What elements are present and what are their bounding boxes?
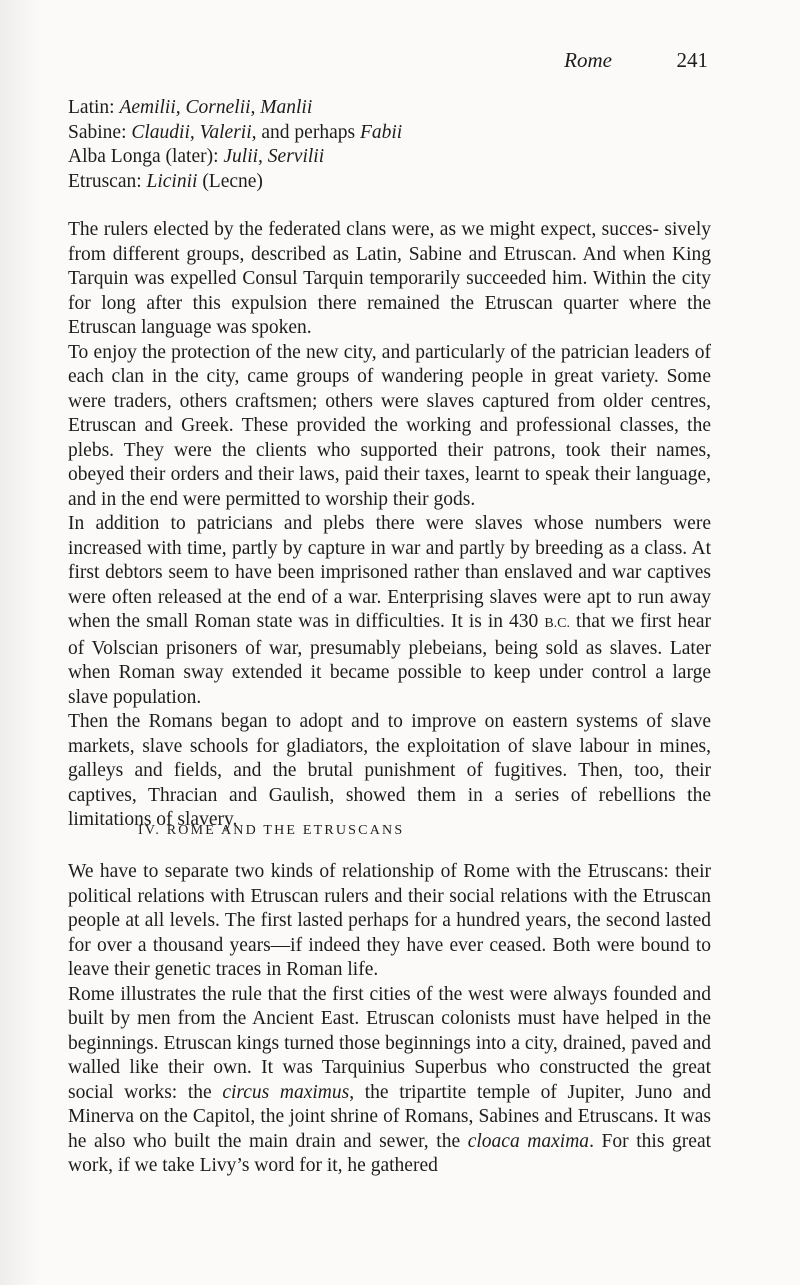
text-run: Rome illustrates the rule that the first cities of the west were always founded and built by men from the Ancient East. Etruscan colonists must have helped in the beginnings. Etruscan kings turned those beginnings into a city, drained, paved and walled like their own. It was Tarquinius Superbus who constructed the great social works: the — [68, 983, 711, 1103]
text-run: that we first hear of Volscian prisoners of war, presumably plebeians, being sold as slaves. Later when Roman sway extended it became possible to keep under control a large slave population. — [68, 611, 711, 708]
clan-note: (Lecne) — [197, 170, 263, 192]
italic-term: cloaca maxima — [467, 1130, 590, 1152]
clan-line-latin — [68, 96, 718, 121]
clan-line-etruscan — [68, 170, 718, 195]
clan-names: Claudii, Valerii, — [131, 121, 257, 143]
section-heading: IV. ROME AND THE ETRUSCANS — [138, 823, 405, 838]
paragraph: The rulers elected by the federated clans were, as we might expect, succes- sively from different groups, described as Latin, Sabine and Etruscan. And when King Tarquin was expelled Consul Tarquin temporarily succeeded him. Within the city for long after this expulsion there remained the Etruscan quarter where the Etruscan language was spoken. — [68, 219, 711, 338]
clan-label: Latin: — [68, 97, 115, 118]
text-run: , the tripartite temple of Jupiter, Juno and Minerva on the Capitol, the joint shrine of Romans, Sabines and Etruscans. It was he also who built the main drain and sewer, the — [68, 1081, 711, 1152]
paragraph — [68, 512, 711, 710]
small-caps-bc: B.C. — [544, 616, 571, 631]
running-title: Rome — [564, 48, 612, 72]
clan-line-sabine — [68, 121, 718, 146]
paragraph: Then the Romans began to adopt and to improve on eastern systems of slave markets, slave schools for gladiators, the exploitation of slave labour in mines, galleys and fields, and the brutal punishment of fugitives. Then, too, their captives, Thracian and Gaulish, showed them in a series of rebellions the limitations of slavery. — [68, 711, 711, 830]
body-text-rulers-and-classes — [68, 218, 711, 833]
paragraph — [68, 983, 711, 1179]
page-header — [0, 48, 800, 78]
clan-names-extra: Fabii — [359, 121, 403, 143]
page-number: 241 — [676, 48, 708, 72]
text-run: In addition to patricians and plebs there were slaves whose numbers were increased with time, partly by capture in war and partly by breeding as a class. At first debtors seem to have been imprisoned rather than enslaved and war captives were often released at the end of a war. Enterprising slaves were apt to run away when the small Roman state was in difficulties. It is in 430 — [68, 513, 711, 632]
clan-line-alba-longa — [68, 145, 718, 170]
clan-names: Aemilii, Cornelii, Manlii — [119, 97, 313, 118]
clan-list — [68, 96, 718, 194]
paragraph: We have to separate two kinds of relationship of Rome with the Etruscans: their political relations with Etruscan rulers and their social relations with the Etruscan people at all levels. The first lasted perhaps for a hundred years, the second lasted for over a thousand years—if indeed they have ever ceased. Both were bound to leave their genetic traces in Roman life. — [68, 861, 711, 980]
text-run: . For this great work, if we take Livy’s word for it, he gathered — [68, 1130, 712, 1176]
italic-term: circus maximus — [222, 1081, 350, 1103]
clan-names: Licinii — [146, 170, 198, 192]
clan-label: Etruscan: — [68, 170, 142, 192]
clan-note: and perhaps — [256, 121, 360, 143]
clan-label: Alba Longa (later): — [68, 146, 219, 167]
clan-label: Sabine: — [68, 121, 127, 143]
scan-shadow — [0, 0, 40, 1285]
paragraph: To enjoy the protection of the new city, and particularly of the patrician leaders of each clan in the city, came groups of wandering people in great variety. Some were traders, others craftsmen; others were slaves captured from older centres, Etruscan and Greek. These provided the working and professional classes, the plebs. They were the clients who supported their patrons, took their names, obeyed their orders and their laws, paid their taxes, learnt to speak their language, and in the end were permitted to worship their gods. — [68, 341, 711, 510]
body-text-rome-and-etruscans — [68, 860, 711, 1179]
clan-names: Julii, Servilii — [223, 146, 325, 167]
